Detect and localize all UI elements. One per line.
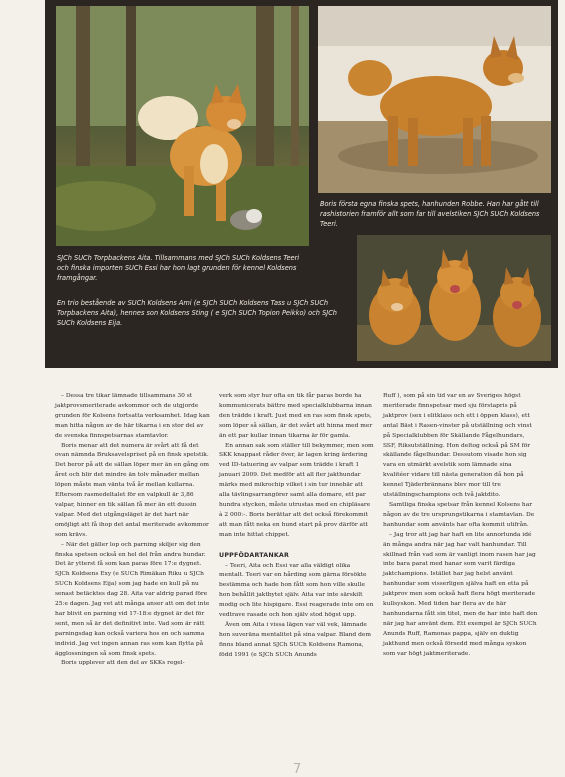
paragraph: – Jag tror att jag har haft en lite annorlunda idé än många andra när jag har valt hanhundar. Till skillnad från vad som är vanligt inom rasen har jag inte bara parat med hanar som varit färdiga jaktchampions. Istället har jag helst använt hanhundar som visserligen själva haft en etta på jaktprov men som också haft flera högt meriterade kullsyskon. Med tiden har flera av de här hanhundarna fått sin titel, men de har inte haft den när jag har använt dem. Ett exempel är SJCh SUCh Anunds Ruff, Ramonas pappa, själv en duktig jakthund men också försedd med många syskon som var högt jaktmeriterade.	[383, 531, 538, 657]
article-column-2	[219, 392, 375, 661]
paragraph: – Teeri, Aita och Essi var alla väldigt olika mentalt. Teeri var en hårding som gärna försökte bestämma och hade hon fått som hon ville skulle hon behållit jaktbytet själv. Aita var inte särskilt modig och lite hispigare. Essi reagerade inte om en vedtrave rasade och hon själv stod högst upp.	[219, 562, 374, 619]
caption-photo3: En trio bestående av SUCh Koldsens Ami (e SJCh SUCh Koldsens Tass u SJCh SUCh Torpbackens Aita), hennes son Koldsens Sting ( e SJCh SUCh Topion Peikko) och SJCh SUCh Koldsens Eija.	[57, 299, 337, 327]
article-column-3	[383, 392, 539, 659]
photo-robbe-snow	[318, 6, 551, 193]
paragraph: Boris menar att det numera är svårt att få det ovan nämnda Bruksavelspriset på en finsk spetstik. Det beror på att de sällan löper mer än en gång om året och blir det mindre än tolv månader mellan löpen måste man vänta två år mellan kullarna. Eftersom rasmedeltalet för en valpkull är 3,86 valpar, hinner en tik sällan få mer än ett dussin valpar. Med det utgångsläget är det hart när omöjligt att få ihop det antal meriterade avkommor som krävs.	[55, 442, 209, 538]
paragraph: Även om Aita i vissa lägen var väl vek, lämnade hon suveräna mentalitet på sina valpar. Bland dem finns bland annat SJCh SUCh Koldsens Ramona, född 1991 (e SJCh SUCh Anunds	[219, 621, 371, 658]
photo-aita-forest	[56, 6, 309, 246]
photo-dog-trio	[357, 235, 551, 361]
paragraph: – När det gäller lop och parning skiljer sig den finska spetsen också en hel del från andra hundar. Det är ytterst få som kan paras före 17:e dygnet. SJCh Koldsens Exy (e SUCh Rimäkan Riku u SJCh SUCh Koldsens Eija) som jag hade en kull på nu senast betäcktes dag 28. Aita var aldrig parad före 25:e dagen. Jag vet att många anser att om det inte har blivit en parning vid 17-18:e dygnet är det för sent, men så är det definitivt inte. Vad som är rätt parningsdag kan också variera hos en och samma individ. Jag vet ingen annan ras som kan flytta på ägglossningen så som finsk spets.	[55, 541, 210, 657]
paragraph: verk som styr hur ofta en tik får paras borde ha kommunicerats bättre med specialklubbarna innan den trädde i kraft. Just med en ras som finsk spets, som löper så sällan, är det svårt att hinna med mer än ett par kullar innan tikarna är för gamla.	[219, 393, 373, 439]
paragraph: Boris upplever att den del av SKKs regel-	[61, 660, 185, 667]
article-column-1	[55, 392, 211, 669]
paragraph: – Dessa tre tikar lämnade tillsammans 30 st jaktprovsmeriterade avkommor och de utgjorde grunden för Kolsens fortsatta verksamhet. Idag kan man hitta någon av de här tikarna i en stor del av de svenska finnspetsarnas stamtavlor.	[55, 393, 210, 439]
page-number: 7	[293, 762, 302, 777]
paragraph: En annan sak som ställer till bekymmer, men som SKK knappast råder över, är lagen kring ärdering ved ID-tatuering av valpar som trädde i kraft 1 januari 2009. Det medför att all fler jakthundar märks med mikrochip vilket i sin tur innebär att alla tävlingsarrangörer samt alla domare, ett par hundra stycken, måste utrustas med en chipläsare à 2 000:-. Boris berättar att det också förekommit att man fått neka en hund start på prov därför att man inte hittat chippet.	[219, 442, 374, 538]
paragraph: Samtliga finska spetsar från kennel Kolsens har någon av de tre ursprungstikarna i stamtavlan. De hanhundar som använts har ofta kommit utifrån.	[383, 501, 535, 528]
section-heading: UPPFÖDARTANKAR	[219, 551, 290, 559]
paragraph: Ruff ), som på sin tid var en av Sveriges högst meriterade finnspetsar med sju förstapris på jaktprov (sex i elitklass och ett i öppen klass), ett antal Bäst i Rasen-vinster på utställning och vinst på Specialklubben för Skällande Fågelhundars, SSF, Riksutställning. Hon deltog också på SM för skällande fågelhundar. Dessutom visade hon sig vara en utmärkt avelstik som lämnade sina kvalitéer vidare till nästa generation då hon på kennel Tjäderbrännans blev mor till tre utställningschampions och två jaktdito.	[383, 393, 532, 499]
caption-photo1: SJCh SUCh Torpbackens Aita. Tillsammans med SJCh SUCh Koldsens Teeri och finska importen SUCh Essi har hon lagt grunden för kennel Koldsens framgångar.	[57, 254, 300, 282]
caption-photo2: Boris första egna finska spets, hanhunden Robbe. Han har gått till rashistorien framför allt som far till avelstiken SJCh SUCh Koldsens Teeri.	[320, 200, 540, 228]
